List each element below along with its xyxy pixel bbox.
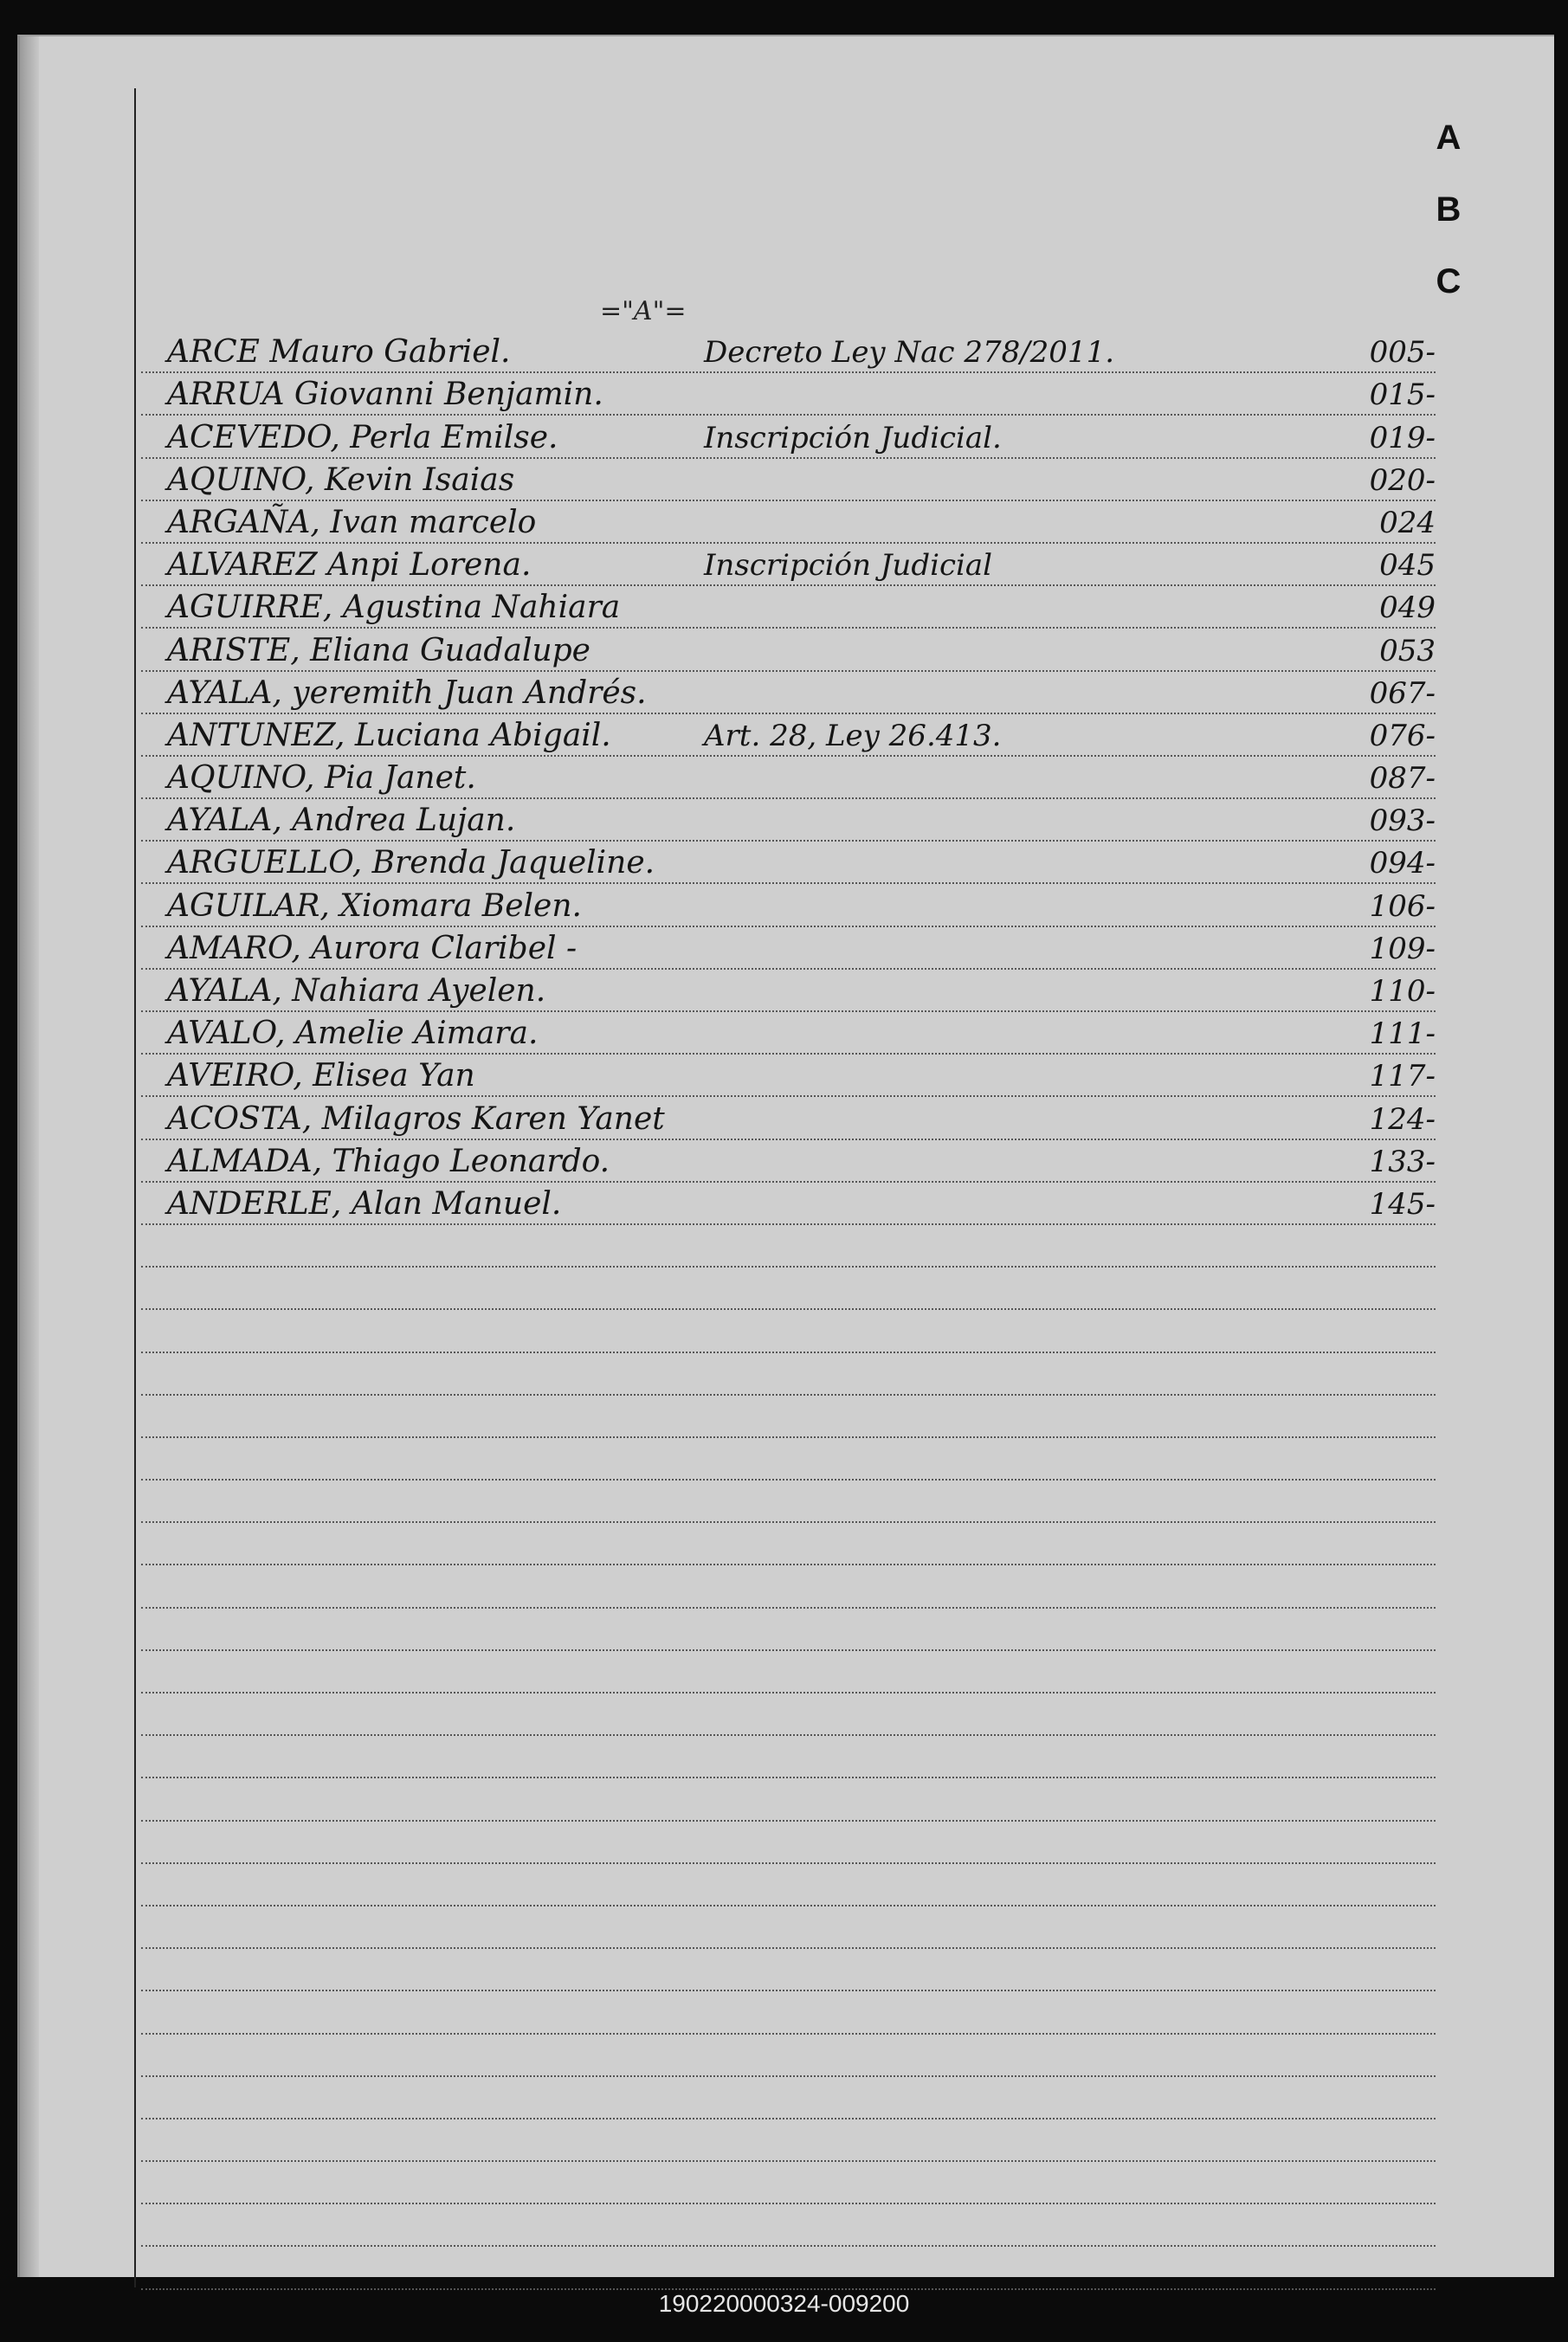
entry-name: ARGAÑA, Ivan marcelo [167, 504, 537, 540]
ledger-row [141, 842, 1436, 884]
entry-name: AMARO, Aurora Claribel - [167, 930, 578, 966]
entry-name: ALVAREZ Anpi Lorena. [167, 547, 532, 584]
ledger-row [141, 714, 1436, 757]
ledger-lines [141, 296, 1436, 2290]
ledger-row [141, 799, 1436, 842]
blank-line [141, 1694, 1436, 1736]
blank-line [141, 2162, 1436, 2204]
entry-note: Decreto Ley Nac 278/2011. [704, 335, 1115, 371]
entry-number: 094- [1369, 846, 1436, 881]
entry-name: AYALA, Andrea Lujan. [167, 803, 516, 839]
entry-number: 124- [1369, 1101, 1436, 1137]
blank-line [141, 1949, 1436, 1991]
entry-name: ARCE Mauro Gabriel. [167, 334, 511, 371]
ledger-row [141, 1183, 1436, 1225]
entry-note: Inscripción Judicial [704, 548, 993, 584]
blank-line [141, 2077, 1436, 2119]
page-binding [20, 36, 39, 2277]
section-heading: ="A"= [600, 296, 687, 326]
entry-name: AQUINO, Pia Janet. [167, 760, 476, 797]
entry-number: 019- [1369, 420, 1436, 455]
entry-name: ANTUNEZ, Luciana Abigail. [167, 717, 611, 753]
ledger-row [141, 1055, 1436, 1097]
ledger-row [141, 544, 1436, 586]
ledger-row [141, 927, 1436, 970]
entry-number: 045 [1379, 548, 1436, 584]
ledger-page [17, 35, 1554, 2277]
entry-number: 109- [1369, 931, 1436, 966]
entry-name: ARGUELLO, Brenda Jaqueline. [167, 845, 655, 881]
index-tab-b[interactable]: B [1436, 190, 1462, 229]
entry-name: AVEIRO, Elisea Yan [167, 1058, 475, 1094]
margin-line [134, 88, 136, 2287]
entry-number: 076- [1369, 718, 1436, 753]
ledger-row [141, 373, 1436, 416]
blank-line [141, 1565, 1436, 1608]
ledger-row [141, 757, 1436, 799]
blank-line [141, 2247, 1436, 2289]
blank-line [141, 1310, 1436, 1352]
ledger-row [141, 1012, 1436, 1055]
ledger-row [141, 1097, 1436, 1139]
entry-number: 093- [1369, 803, 1436, 839]
blank-line [141, 1822, 1436, 1864]
blank-line [141, 2035, 1436, 2077]
entry-name: ACOSTA, Milagros Karen Yanet [167, 1100, 665, 1137]
entry-number: 020- [1369, 462, 1436, 498]
entry-name: ANDERLE, Alan Manuel. [167, 1185, 562, 1222]
entry-number: 049 [1379, 590, 1436, 626]
entry-name: AGUIRRE, Agustina Nahiara [167, 590, 621, 626]
entry-name: AQUINO, Kevin Isaias [167, 461, 515, 498]
ledger-row [141, 884, 1436, 926]
blank-line [141, 1736, 1436, 1778]
blank-line [141, 1864, 1436, 1907]
entry-note: Art. 28, Ley 26.413. [704, 718, 1002, 753]
entry-number: 133- [1369, 1144, 1436, 1179]
blank-line [141, 1225, 1436, 1268]
entry-number: 145- [1369, 1186, 1436, 1222]
entry-name: ACEVEDO, Perla Emilse. [167, 419, 558, 455]
ledger-row [141, 629, 1436, 671]
ledger-row [141, 970, 1436, 1012]
blank-line [141, 1268, 1436, 1310]
ledger-row [141, 1140, 1436, 1183]
blank-line [141, 1396, 1436, 1438]
blank-line [141, 1651, 1436, 1694]
ledger-row [141, 672, 1436, 714]
entry-note: Inscripción Judicial. [704, 420, 1002, 455]
index-tab-a[interactable]: A [1436, 119, 1462, 157]
entry-number: 117- [1369, 1059, 1436, 1094]
ledger-row [141, 501, 1436, 544]
entry-number: 005- [1369, 335, 1436, 371]
entry-number: 106- [1369, 888, 1436, 924]
blank-line [141, 1907, 1436, 1949]
entry-name: AYALA, yeremith Juan Andrés. [167, 674, 647, 711]
entry-name: ALMADA, Thiago Leonardo. [167, 1143, 610, 1179]
blank-line [141, 1609, 1436, 1651]
entry-name: ARRUA Giovanni Benjamin. [167, 377, 603, 413]
blank-line [141, 1778, 1436, 1821]
entry-name: AVALO, Amelie Aimara. [167, 1016, 539, 1052]
blank-line [141, 1438, 1436, 1481]
blank-line [141, 1523, 1436, 1565]
blank-line [141, 2119, 1436, 2162]
entry-number: 110- [1369, 974, 1436, 1009]
entry-name: AGUILAR, Xiomara Belen. [167, 887, 582, 924]
entry-number: 111- [1369, 1016, 1436, 1052]
entry-number: 053 [1379, 633, 1436, 668]
blank-line [141, 2204, 1436, 2247]
entry-name: ARISTE, Eliana Guadalupe [167, 632, 590, 668]
entry-number: 067- [1369, 675, 1436, 711]
document-id-footer: 190220000324-009200 [658, 2290, 910, 2317]
ledger-row [141, 296, 1436, 373]
index-tabs [1423, 119, 1474, 334]
index-tab-c[interactable]: C [1436, 262, 1462, 300]
entry-number: 015- [1369, 377, 1436, 413]
ledger-row [141, 586, 1436, 629]
blank-line [141, 1353, 1436, 1396]
blank-line [141, 1481, 1436, 1523]
entry-number: 087- [1369, 761, 1436, 797]
ledger-row [141, 416, 1436, 458]
entry-name: AYALA, Nahiara Ayelen. [167, 973, 546, 1009]
ledger-row [141, 459, 1436, 501]
entry-number: 024 [1379, 505, 1436, 540]
blank-line [141, 1991, 1436, 2034]
